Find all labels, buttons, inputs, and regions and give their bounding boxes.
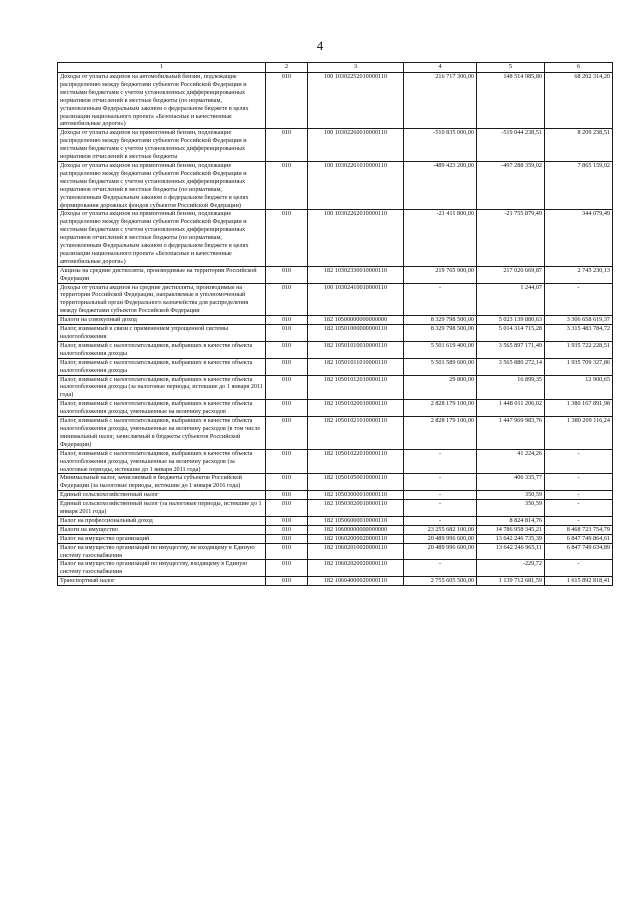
- row-name: Доходы от уплаты акцизов на прямогонный бензин, подлежащие распределению между бюджетами субъектов Российской Федерации и местными бюджетами с учетом установленных дифференцированных нормативов отчислений в местные бюджеты (по нормативам, установленным Федеральным законом о федеральном бюджете в целях формирования дорожных фондов субъектов Российской Федерации): [58, 161, 266, 209]
- approved-amount: 2 828 179 100,00: [404, 400, 477, 417]
- column-header: 5: [477, 63, 545, 73]
- column-number-row: [58, 63, 613, 73]
- table-row: [58, 400, 613, 417]
- executed-amount: 5 014 314 715,28: [477, 325, 545, 342]
- approved-amount: 5 501 589 600,00: [404, 358, 477, 375]
- budget-classification-code: 100 10302262010000110: [308, 210, 404, 266]
- approved-amount: -: [404, 560, 477, 577]
- row-name: Налог, взимаемый с налогоплательщиков, выбравших в качестве объекта налогообложения доходы (за налоговые периоды, истекшие до 1 января 2011 года): [58, 375, 266, 400]
- executed-amount: -497 288 359,02: [477, 161, 545, 209]
- table-row: [58, 449, 613, 474]
- report-body: [58, 73, 613, 586]
- column-header: 1: [58, 63, 266, 73]
- unexecuted-amount: 12 900,65: [545, 375, 613, 400]
- line-code: 010: [266, 417, 308, 450]
- executed-amount: 350,59: [477, 491, 545, 500]
- approved-amount: -: [404, 500, 477, 517]
- line-code: 010: [266, 283, 308, 316]
- executed-amount: -229,72: [477, 560, 545, 577]
- unexecuted-amount: -: [545, 500, 613, 517]
- approved-amount: -: [404, 474, 477, 491]
- executed-amount: 148 514 985,80: [477, 73, 545, 129]
- line-code: 010: [266, 400, 308, 417]
- row-name: Налог на имущество организаций: [58, 534, 266, 543]
- row-name: Налог, взимаемый с налогоплательщиков, выбравших в качестве объекта налогообложения доходы: [58, 358, 266, 375]
- unexecuted-amount: 2 745 230,13: [545, 266, 613, 283]
- unexecuted-amount: -: [545, 516, 613, 525]
- unexecuted-amount: 3 306 658 619,37: [545, 316, 613, 325]
- line-code: 010: [266, 525, 308, 534]
- column-header: 4: [404, 63, 477, 73]
- table-row: [58, 375, 613, 400]
- row-name: Налоги на совокупный доход: [58, 316, 266, 325]
- budget-classification-code: 100 10302410010000110: [308, 283, 404, 316]
- approved-amount: -: [404, 283, 477, 316]
- line-code: 010: [266, 560, 308, 577]
- budget-classification-code: 182 10602020020000110: [308, 560, 404, 577]
- table-row: [58, 73, 613, 129]
- approved-amount: -510 835 000,00: [404, 129, 477, 162]
- unexecuted-amount: 1 935 722 228,51: [545, 341, 613, 358]
- column-header: 2: [266, 63, 308, 73]
- row-name: Доходы от уплаты акцизов на автомобильный бензин, подлежащие распределению между бюджетами субъектов Российской Федерации и местными бюджетами с учетом установленных дифференцированных нормативов отчислений в местные бюджеты (по нормативам, установленным Федеральным законом о федеральном бюджете в целях реализации национального проекта «Безопасные и качественные автомобильные дороги»): [58, 73, 266, 129]
- row-name: Доходы от уплаты акцизов на прямогонный бензин, подлежащие распределению между бюджетами субъектов Российской Федерации и местными бюджетами с учетом установленных дифференцированных нормативов отчислений в местные бюджеты: [58, 129, 266, 162]
- approved-amount: 23 255 682 100,00: [404, 525, 477, 534]
- executed-amount: 1 448 011 206,02: [477, 400, 545, 417]
- row-name: Единый сельскохозяйственный налог (за налоговые периоды, истекшие до 1 января 2011 года): [58, 500, 266, 517]
- row-name: Акцизы на средние дистилляты, производимые на территории Российской Федерации: [58, 266, 266, 283]
- line-code: 010: [266, 543, 308, 560]
- table-row: [58, 491, 613, 500]
- line-code: 010: [266, 358, 308, 375]
- executed-amount: 1 139 712 681,59: [477, 577, 545, 586]
- row-name: Доходы от уплаты акцизов на прямогонный бензин, подлежащие распределению между бюджетами субъектов Российской Федерации и местными бюджетами с учетом установленных дифференцированных нормативов отчислений в местные бюджеты (по нормативам, установленным Федеральным законом о федеральном бюджете в целях реализации национального проекта «Безопасные и качественные автомобильные дороги»): [58, 210, 266, 266]
- budget-classification-code: 100 10302261010000110: [308, 161, 404, 209]
- budget-classification-code: 182 10501050010000110: [308, 474, 404, 491]
- approved-amount: 2 828 179 100,00: [404, 417, 477, 450]
- row-name: Налог, взимаемый с налогоплательщиков, выбравших в качестве объекта налогообложения доходы, уменьшенные на величину расходов (за налоговые периоды, истекшие до 1 января 2011 года): [58, 449, 266, 474]
- line-code: 010: [266, 491, 308, 500]
- line-code: 010: [266, 474, 308, 491]
- budget-classification-code: 182 10602000020000110: [308, 534, 404, 543]
- executed-amount: 8 824 814,76: [477, 516, 545, 525]
- table-row: [58, 325, 613, 342]
- executed-amount: 13 642 246 965,11: [477, 543, 545, 560]
- approved-amount: 29 800,00: [404, 375, 477, 400]
- row-name: Налог на имущество организаций по имуществу, входящему в Единую систему газоснабжения: [58, 560, 266, 577]
- row-name: Доходы от уплаты акцизов на средние дистилляты, производимые на территории Российской Федерации, направляемые в уполномоченный территориальный орган Федерального казначейства для распределения между бюджетами субъектов Российской Федерации: [58, 283, 266, 316]
- unexecuted-amount: -: [545, 283, 613, 316]
- table-row: [58, 500, 613, 517]
- table-row: [58, 516, 613, 525]
- row-name: Единый сельскохозяйственный налог: [58, 491, 266, 500]
- row-name: Налог, взимаемый в связи с применением упрощенной системы налогообложения: [58, 325, 266, 342]
- unexecuted-amount: 7 865 159,02: [545, 161, 613, 209]
- executed-amount: -21 755 879,49: [477, 210, 545, 266]
- table-row: [58, 283, 613, 316]
- line-code: 010: [266, 341, 308, 358]
- budget-classification-code: 182 10501021010000110: [308, 417, 404, 450]
- line-code: 010: [266, 449, 308, 474]
- unexecuted-amount: 6 847 749 864,61: [545, 534, 613, 543]
- unexecuted-amount: 8 209 238,51: [545, 129, 613, 162]
- row-name: Транспортный налог: [58, 577, 266, 586]
- executed-amount: -519 044 238,51: [477, 129, 545, 162]
- row-name: Налог на профессиональный доход: [58, 516, 266, 525]
- approved-amount: 216 717 300,00: [404, 73, 477, 129]
- executed-amount: 1 447 969 983,76: [477, 417, 545, 450]
- budget-classification-code: 182 10600000000000000: [308, 525, 404, 534]
- line-code: 010: [266, 210, 308, 266]
- approved-amount: 5 501 619 400,00: [404, 341, 477, 358]
- approved-amount: -: [404, 491, 477, 500]
- page-number: 4: [316, 38, 324, 53]
- table-row: [58, 534, 613, 543]
- line-code: 010: [266, 516, 308, 525]
- table-row: [58, 525, 613, 534]
- line-code: 010: [266, 375, 308, 400]
- unexecuted-amount: 6 847 749 634,89: [545, 543, 613, 560]
- unexecuted-amount: -: [545, 474, 613, 491]
- budget-classification-code: 182 10506000010000110: [308, 516, 404, 525]
- line-code: 010: [266, 73, 308, 129]
- executed-amount: 13 642 246 735,39: [477, 534, 545, 543]
- executed-amount: 1 244,07: [477, 283, 545, 316]
- budget-classification-code: 182 10501011010000110: [308, 358, 404, 375]
- line-code: 010: [266, 534, 308, 543]
- line-code: 010: [266, 129, 308, 162]
- budget-classification-code: 182 10501022010000110: [308, 449, 404, 474]
- budget-classification-code: 182 10501000000000110: [308, 325, 404, 342]
- column-header: 3: [308, 63, 404, 73]
- approved-amount: -21 411 800,00: [404, 210, 477, 266]
- table-row: [58, 417, 613, 450]
- executed-amount: 5 023 139 880,63: [477, 316, 545, 325]
- executed-amount: 350,59: [477, 500, 545, 517]
- budget-classification-code: 182 10501012010000110: [308, 375, 404, 400]
- line-code: 010: [266, 316, 308, 325]
- budget-classification-code: 182 10501020010000110: [308, 400, 404, 417]
- budget-classification-code: 182 10602010020000110: [308, 543, 404, 560]
- unexecuted-amount: -: [545, 560, 613, 577]
- budget-classification-code: 100 10302252010000110: [308, 73, 404, 129]
- line-code: 010: [266, 161, 308, 209]
- executed-amount: 3 565 897 171,49: [477, 341, 545, 358]
- approved-amount: 2 755 605 500,00: [404, 577, 477, 586]
- executed-amount: 16 899,35: [477, 375, 545, 400]
- table-row: [58, 316, 613, 325]
- unexecuted-amount: 344 079,49: [545, 210, 613, 266]
- table-row: [58, 358, 613, 375]
- executed-amount: 3 565 880 272,14: [477, 358, 545, 375]
- budget-classification-code: 182 10501010010000110: [308, 341, 404, 358]
- table-row: [58, 210, 613, 266]
- approved-amount: 20 489 996 600,00: [404, 543, 477, 560]
- executed-amount: 14 786 958 345,21: [477, 525, 545, 534]
- unexecuted-amount: -: [545, 491, 613, 500]
- approved-amount: 20 489 996 600,00: [404, 534, 477, 543]
- unexecuted-amount: 1 935 709 327,86: [545, 358, 613, 375]
- budget-classification-code: 182 10302330010000110: [308, 266, 404, 283]
- line-code: 010: [266, 325, 308, 342]
- approved-amount: 8 329 798 500,00: [404, 325, 477, 342]
- table-row: [58, 341, 613, 358]
- row-name: Налог на имущество организаций по имуществу, не входящему в Единую систему газоснабжения: [58, 543, 266, 560]
- approved-amount: -: [404, 449, 477, 474]
- executed-amount: 41 224,26: [477, 449, 545, 474]
- row-name: Минимальный налог, зачисляемый в бюджеты субъектов Российской Федерации (за налоговые периоды, истекшие до 1 января 2016 года): [58, 474, 266, 491]
- approved-amount: 219 765 900,00: [404, 266, 477, 283]
- approved-amount: -489 423 200,00: [404, 161, 477, 209]
- table-row: [58, 560, 613, 577]
- table-row: [58, 161, 613, 209]
- revenue-report-table: [57, 62, 613, 586]
- budget-classification-code: 182 10604000020000110: [308, 577, 404, 586]
- budget-classification-code: 182 10503000010000110: [308, 491, 404, 500]
- unexecuted-amount: 3 315 483 784,72: [545, 325, 613, 342]
- budget-classification-code: 182 10500000000000000: [308, 316, 404, 325]
- unexecuted-amount: 68 202 314,20: [545, 73, 613, 129]
- table-row: [58, 474, 613, 491]
- table-row: [58, 543, 613, 560]
- table-row: [58, 577, 613, 586]
- unexecuted-amount: 1 615 892 818,41: [545, 577, 613, 586]
- budget-classification-code: 100 10302260010000110: [308, 129, 404, 162]
- budget-classification-code: 182 10503020010000110: [308, 500, 404, 517]
- unexecuted-amount: 1 380 209 116,24: [545, 417, 613, 450]
- column-header: 6: [545, 63, 613, 73]
- row-name: Налоги на имущество: [58, 525, 266, 534]
- unexecuted-amount: 1 380 167 891,98: [545, 400, 613, 417]
- line-code: 010: [266, 266, 308, 283]
- approved-amount: -: [404, 516, 477, 525]
- executed-amount: 217 020 669,87: [477, 266, 545, 283]
- row-name: Налог, взимаемый с налогоплательщиков, выбравших в качестве объекта налогообложения доходы, уменьшенные на величину расходов: [58, 400, 266, 417]
- executed-amount: 406 335,77: [477, 474, 545, 491]
- row-name: Налог, взимаемый с налогоплательщиков, выбравших в качестве объекта налогообложения доходы, уменьшенные на величину расходов (в том числе минимальный налог, зачисляемый в бюджеты субъектов Российской Федерации): [58, 417, 266, 450]
- approved-amount: 8 329 798 500,00: [404, 316, 477, 325]
- line-code: 010: [266, 500, 308, 517]
- table-row: [58, 129, 613, 162]
- table-row: [58, 266, 613, 283]
- row-name: Налог, взимаемый с налогоплательщиков, выбравших в качестве объекта налогообложения доходы: [58, 341, 266, 358]
- unexecuted-amount: 8 468 723 754,79: [545, 525, 613, 534]
- unexecuted-amount: -: [545, 449, 613, 474]
- line-code: 010: [266, 577, 308, 586]
